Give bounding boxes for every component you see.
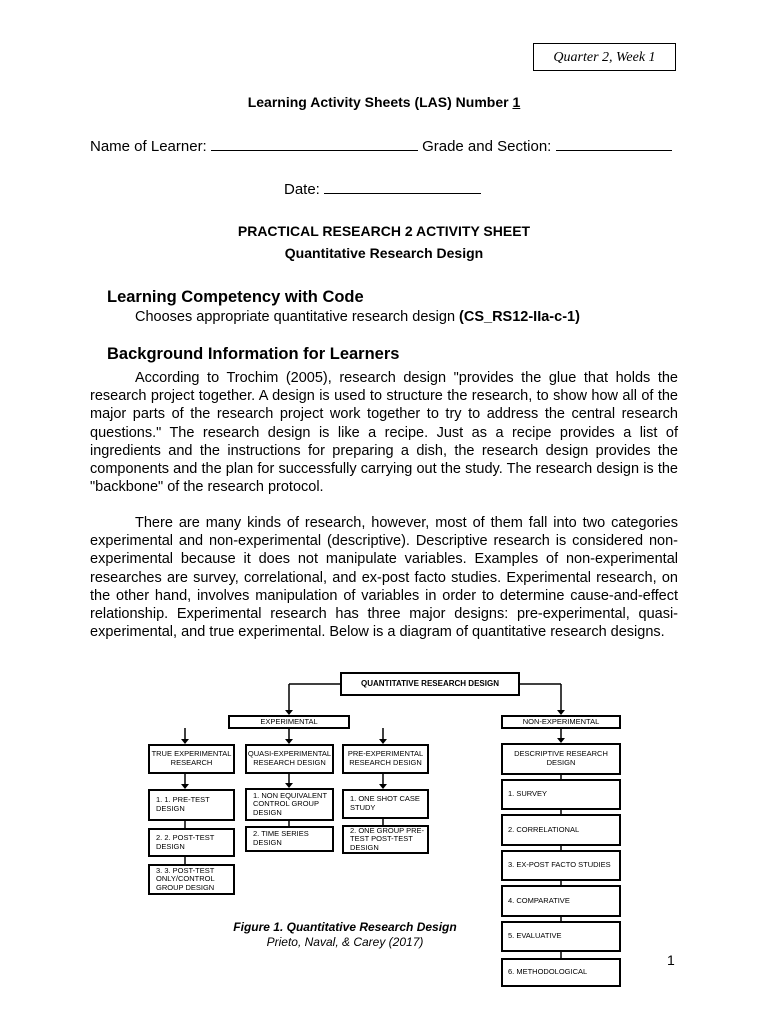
experimental-box: EXPERIMENTAL [228,715,350,729]
date-blank [324,179,481,194]
las-title [0,94,768,110]
pre-item-2: 2. ONE GROUP PRE-TEST POST-TEST DESIGN [342,825,429,854]
competency-text [135,309,580,325]
date-line [284,179,481,198]
descriptive-item-ex-post-facto: 3. EX-POST FACTO STUDIES [501,850,621,881]
grade-label: Grade and Section: [422,138,552,155]
name-of-learner-line [90,136,672,155]
figure-credit: Prieto, Naval, & Carey (2017) [266,935,424,949]
true-item-3: 3. 3. POST-TEST ONLY/CONTROL GROUP DESIGN [148,864,235,895]
quasi-experimental-box: QUASI-EXPERIMENTAL RESEARCH DESIGN [245,744,334,774]
date-label: Date: [284,181,320,198]
page-number: 1 [667,952,675,968]
diagram-root-box: QUANTITATIVE RESEARCH DESIGN [340,672,520,696]
figure-caption: Figure 1. Quantitative Research Design [233,920,457,934]
competency-description: Chooses appropriate quantitative research design [135,309,460,325]
descriptive-item-methodological: 6. METHODOLOGICAL [501,958,621,987]
competency-heading: Learning Competency with Code [107,288,364,306]
grade-blank [556,136,672,151]
las-number: 1 [512,94,521,110]
quarter-week-box: Quarter 2, Week 1 [533,43,676,71]
background-paragraph-1: According to Trochim (2005), research design "provides the glue that holds the research project together. A design is used to structure the research, to show how all of the major parts of the research project work together to try to address the central research questions." The research design is like a recipe. Just as a recipe provides a list of ingredients and the instructions for preparing a dish, the research design provides the components and the plan for successfully carrying out the study. The research design is the "backbone" of the research protocol. [90,370,678,496]
descriptive-item-evaluative: 5. EVALUATIVE [501,921,621,952]
pre-item-1: 1. ONE SHOT CASE STUDY [342,789,429,819]
competency-code: (CS_RS12-IIa-c-1) [459,309,580,325]
las-title-text: Learning Activity Sheets (LAS) Number [247,94,513,110]
descriptive-item-survey: 1. SURVEY [501,779,621,810]
descriptive-item-comparative: 4. COMPARATIVE [501,885,621,917]
quasi-item-2: 2. TIME SERIES DESIGN [245,826,334,852]
topic-title: Quantitative Research Design [284,245,484,261]
pre-experimental-box: PRE-EXPERIMENTAL RESEARCH DESIGN [342,744,429,774]
true-item-2: 2. 2. POST-TEST DESIGN [148,828,235,857]
name-label: Name of Learner: [90,138,207,155]
descriptive-item-correlational: 2. CORRELATIONAL [501,814,621,846]
background-paragraph-2: There are many kinds of research, however, most of them fall into two categories experimental and non-experimental (descriptive). Descriptive research is considered non-experimental because it does not manipulate variables. Examples of non-experimental researches are survey, correlational, and ex-post facto studies. Experimental research, on the other hand, involves manipulation of variables in order to determine cause-and-effect relationship. Experimental research has three major designs: pre-experimental, quasi-experimental, and true experimental. Below is a diagram of quantitative research designs. [90,515,678,641]
background-heading: Background Information for Learners [107,345,400,363]
non-experimental-box: NON-EXPERIMENTAL [501,715,621,729]
activity-sheet-title: PRACTICAL RESEARCH 2 ACTIVITY SHEET [237,223,531,239]
quasi-item-1: 1. NON EQUIVALENT CONTROL GROUP DESIGN [245,788,334,821]
true-experimental-box: TRUE EXPERIMENTAL RESEARCH [148,744,235,774]
descriptive-research-box: DESCRIPTIVE RESEARCH DESIGN [501,743,621,775]
true-item-1: 1. 1. PRE-TEST DESIGN [148,789,235,821]
name-blank [211,136,418,151]
